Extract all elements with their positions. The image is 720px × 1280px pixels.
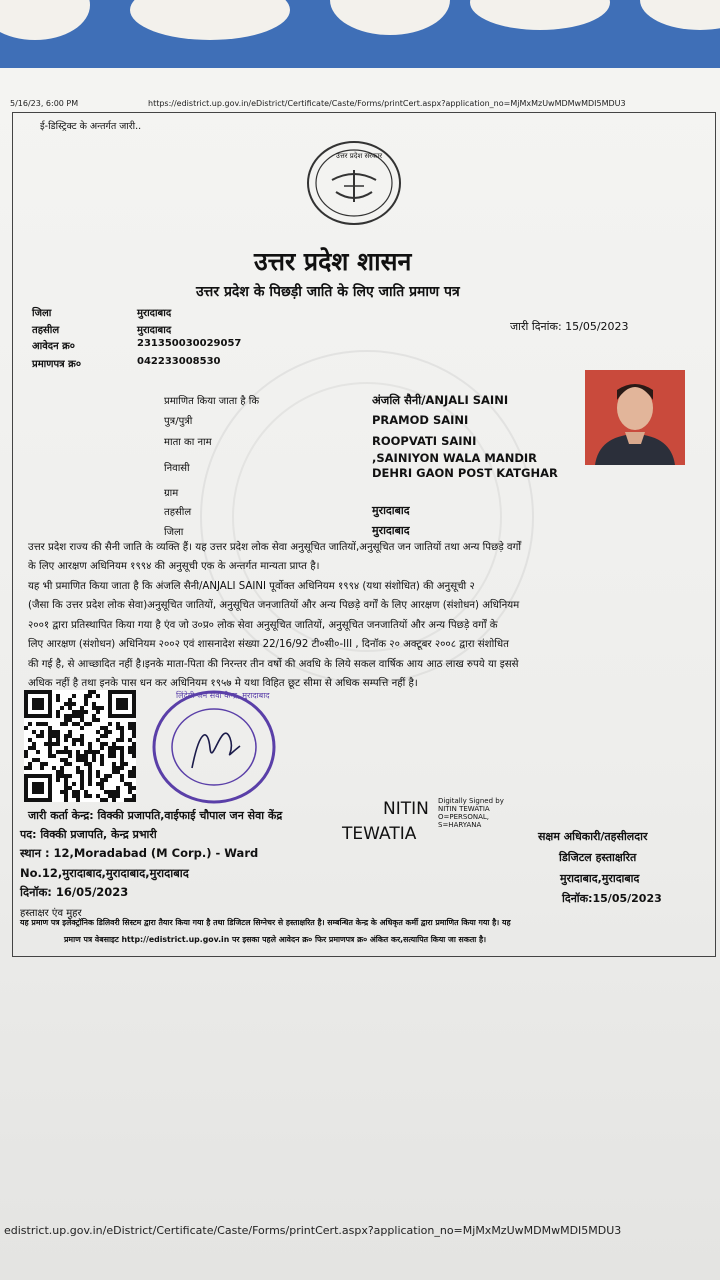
- body-line: उत्तर प्रदेश राज्य की सैनी जाति के व्यक्ति हैं। यह उत्तर प्रदेश लोक सेवा अनुसूचित जातियों,अनुसूचित जन जातियों तथा अन्य पिछड़े वर्गों: [28, 542, 521, 553]
- page-subtitle: उत्तर प्रदेश के पिछड़ी जाति के लिए जाति प्रमाण पत्र: [196, 284, 460, 300]
- cloth-pattern: [0, 0, 90, 40]
- authority-digital: डिजिटल हस्ताक्षरित: [559, 851, 637, 864]
- meta-label: प्रमाणपत्र क्र०: [32, 359, 82, 370]
- meta-value: मुरादाबाद: [137, 325, 172, 336]
- certificate-number: 042233008530: [137, 356, 221, 367]
- meta-label: तहसील: [32, 325, 60, 336]
- service-centre-seal: [150, 688, 278, 806]
- applicant-photo: [585, 370, 685, 465]
- body-line: के लिए आरक्षण अधिनियम १९९४ की अनुसूची एक के अन्तर्गत मान्यता प्राप्त है।: [28, 561, 320, 572]
- detail-label: तहसील: [164, 507, 192, 518]
- signer-name-line2: TEWATIA: [342, 824, 417, 844]
- cloth-pattern: [330, 0, 450, 35]
- footer-note: यह प्रमाण पत्र इलेक्ट्रॉनिक डिलिवरी सिस्टम द्वारा तैयार किया गया है तथा डिजिटल सिग्नेचर से हस्ताक्षरित है। सम्बन्धित केन्द्र के अधिकृत कर्मी द्वारा प्रमाणित किया गया है। यह: [20, 918, 511, 927]
- print-url: https://edistrict.up.gov.in/eDistrict/Certificate/Caste/Forms/printCert.aspx?application_no=MjMxMzUwMDMwMDI5MDU3: [148, 99, 626, 108]
- detail-label: पुत्र/पुत्री: [164, 416, 193, 427]
- detail-value: मुरादाबाद: [372, 504, 410, 517]
- meta-label: जिला: [32, 308, 52, 319]
- authority-title: सक्षम अधिकारी/तहसीलदार: [538, 830, 648, 843]
- detail-label: जिला: [164, 527, 184, 538]
- digital-sign-line: O=PERSONAL,: [438, 813, 489, 821]
- issuer-place: स्थान : 12,Moradabad (M Corp.) - Ward: [20, 846, 259, 860]
- authority-place: मुरादाबाद,मुरादाबाद: [560, 872, 640, 885]
- emblem-text: उत्तर प्रदेश सरकार: [336, 152, 383, 160]
- body-line: लिए आरक्षण (संशोधन) अधिनियम २००२ एवं शासनादेश संख्या 22/16/92 टी०सी०-III , दिनॉक २० अक्टूबर २००८ द्वारा संशोधित: [28, 639, 509, 650]
- issuer-signature-label: हस्ताक्षर एंव मुहर: [20, 908, 82, 919]
- digital-sign-line: NITIN TEWATIA: [438, 805, 490, 813]
- cloth-pattern: [130, 0, 290, 40]
- body-line: (जैसा कि उत्तर प्रदेश लोक सेवा)अनुसूचित जातियों, अनुसूचित जनजातियों और अन्य पिछड़े वर्गों के लिए आरक्षण (संशोधन) अधिनियम: [28, 600, 520, 611]
- cloth-pattern: [470, 0, 610, 30]
- detail-label: माता का नाम: [164, 437, 212, 448]
- issuer-centre: जारी कर्ता केन्द्र: विक्की प्रजापति,वाईफाई चौपाल जन सेवा केंद्र: [28, 809, 283, 822]
- body-line: २००१ द्वारा प्रतिस्थापित किया गया है एंव जो उ०प्र० लोक सेवा अनुसूचित जातियों, अनुसूचित जनजातियों और अन्य पिछड़े वर्गों के: [28, 620, 498, 631]
- person-silhouette-icon: [585, 370, 685, 465]
- cloth-pattern: [640, 0, 720, 30]
- detail-label: प्रमाणित किया जाता है कि: [164, 396, 260, 407]
- authority-date: दिनॉक:15/05/2023: [562, 892, 662, 905]
- detail-value: मुरादाबाद: [372, 524, 410, 537]
- application-number: 231350030029057: [137, 338, 242, 349]
- parent-name: PRAMOD SAINI: [372, 413, 469, 427]
- digital-sign-info: [438, 797, 504, 829]
- signer-name-line1: NITIN: [383, 799, 429, 819]
- issuer-place-line2: No.12,मुरादाबाद,मुरादाबाद,मुरादाबाद: [20, 866, 189, 880]
- mother-name: ROOPVATI SAINI: [372, 434, 477, 448]
- body-line: यह भी प्रमाणित किया जाता है कि अंजलि सैनी/ANJALI SAINI पूर्वोक्त अधिनियम १९९४ (यथा संशोधित) की अनुसूची २: [28, 581, 475, 592]
- issuer-date: दिनॉक: 16/05/2023: [20, 885, 129, 899]
- print-datetime: 5/16/23, 6:00 PM: [10, 99, 79, 108]
- detail-label: ग्राम: [164, 488, 179, 499]
- footer-note: प्रमाण पत्र वेबसाइट http://edistrict.up.gov.in पर इसका पहले आवेदन क्र० फिर प्रमाणपत्र क्र० अंकित कर,सत्यापित किया जा सकता है।: [64, 935, 487, 944]
- print-footer-url: edistrict.up.gov.in/eDistrict/Certificate/Caste/Forms/printCert.aspx?application_no=MjMxMzUwMDMwMDI5MDU3: [4, 1224, 622, 1237]
- meta-label: आवेदन क्र०: [32, 341, 76, 352]
- qr-code-icon: [24, 690, 136, 802]
- detail-label: निवासी: [164, 463, 190, 474]
- issuer-post: पद: विक्की प्रजापति, केन्द्र प्रभारी: [20, 828, 157, 841]
- seal-text: लिंदेगी जन सेवा केन्द्र, मुरादाबाद: [176, 691, 270, 700]
- issued-under: ई-डिस्ट्रिक्ट के अन्तर्गत जारी..: [40, 121, 142, 132]
- body-line: अधिक नहीं है तथा इनके पास धन कर अधिनियम १९५७ मे यथा विहित छूट सीमा से अधिक सम्पत्ति नहीं है।: [28, 678, 418, 689]
- qr-code: [24, 690, 136, 802]
- page-title: उत्तर प्रदेश शासन: [254, 247, 412, 276]
- digital-sign-line: S=HARYANA: [438, 821, 482, 829]
- address-line-1: ,SAINIYON WALA MANDIR: [372, 451, 538, 465]
- issue-date: जारी दिनांक: 15/05/2023: [510, 320, 629, 333]
- address-line-2: DEHRI GAON POST KATGHAR: [372, 466, 558, 480]
- body-line: की गई है, से आच्छादित नहीं है।इनके माता-पिता की निरन्तर तीन वर्षो की अवधि के लिये सकल वार्षिक आय आठ लाख रुपये या इससे: [28, 659, 519, 670]
- candidate-name: अंजलि सैनी/ANJALI SAINI: [372, 393, 509, 407]
- meta-value: मुरादाबाद: [137, 308, 172, 319]
- digital-sign-line: Digitally Signed by: [438, 797, 504, 805]
